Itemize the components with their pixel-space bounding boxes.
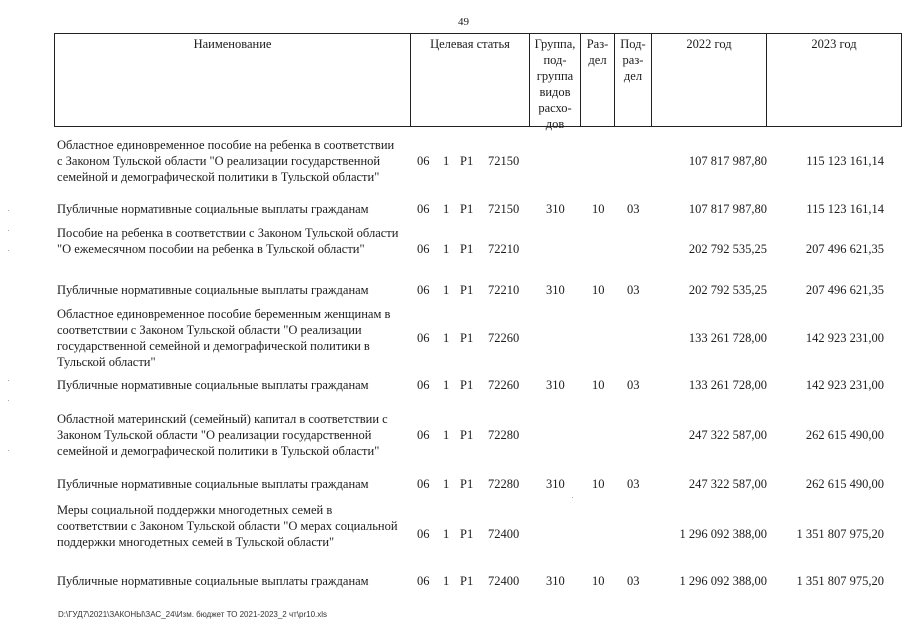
header-name: Наименование [193, 37, 272, 51]
amount-2022: 1 296 092 388,00 [679, 527, 767, 541]
code-direction: 72260 [488, 331, 520, 345]
amount-2022: 247 322 587,00 [688, 477, 767, 491]
code-direction: 72280 [488, 428, 520, 442]
code-program: 06 [417, 202, 430, 216]
header-subsection [615, 36, 651, 84]
section: 10 [592, 477, 605, 491]
amount-2023: 142 923 231,00 [805, 378, 884, 392]
expense-group: 310 [546, 477, 565, 491]
code-subprogram: 1 [443, 202, 450, 216]
code-subprogram: 1 [443, 378, 450, 392]
expense-group: 310 [546, 378, 565, 392]
header-year-2022: 2022 год [686, 37, 732, 51]
header-section-line: Раз- [586, 37, 609, 51]
scan-speck [8, 250, 9, 251]
header-expense-group [530, 36, 580, 132]
row-name: Областной материнский (семейный) капитал в соответствии с Законом Тульской области "О реализации государственной семейной и демографической политики в Тульской области" [57, 412, 388, 458]
amount-2023: 207 496 621,35 [805, 283, 884, 297]
row-name: Публичные нормативные социальные выплаты гражданам [57, 574, 369, 588]
code-program: 06 [417, 527, 430, 541]
header-group-line: видов [539, 85, 571, 99]
amount-2022: 107 817 987,80 [688, 154, 767, 168]
code-subprogram: 1 [443, 428, 450, 442]
code-direction: 72400 [488, 527, 520, 541]
code-project: Р1 [460, 378, 474, 392]
code-program: 06 [417, 378, 430, 392]
code-direction: 72210 [488, 242, 520, 256]
scan-speck [572, 497, 573, 498]
amount-2023: 142 923 231,00 [805, 331, 884, 345]
code-project: Р1 [460, 477, 474, 491]
code-subprogram: 1 [443, 574, 450, 588]
amount-2022: 1 296 092 388,00 [679, 574, 767, 588]
code-project: Р1 [460, 154, 474, 168]
code-direction: 72280 [488, 477, 520, 491]
row-name: Публичные нормативные социальные выплаты гражданам [57, 477, 369, 491]
header-target-article: Целевая статья [430, 37, 510, 51]
row-name: Публичные нормативные социальные выплаты гражданам [57, 202, 369, 216]
code-program: 06 [417, 154, 430, 168]
subsection: 03 [627, 202, 640, 216]
scan-speck [8, 210, 9, 211]
scan-speck [8, 450, 9, 451]
amount-2022: 133 261 728,00 [688, 331, 767, 345]
amount-2022: 107 817 987,80 [688, 202, 767, 216]
scan-speck [8, 380, 9, 381]
code-subprogram: 1 [443, 477, 450, 491]
code-subprogram: 1 [443, 242, 450, 256]
code-direction: 72260 [488, 378, 520, 392]
file-path-footer: D:\ГУД7\2021\ЗАКОНЫ\ЗАС_24\Изм. бюджет ТО 2021-2023_2 чт\pr10.xls [58, 610, 328, 619]
code-project: Р1 [460, 331, 474, 345]
expense-group: 310 [546, 202, 565, 216]
header-top-border [54, 33, 902, 34]
section: 10 [592, 202, 605, 216]
amount-2022: 133 261 728,00 [688, 378, 767, 392]
amount-2023: 1 351 807 975,20 [796, 527, 884, 541]
code-project: Р1 [460, 428, 474, 442]
row-name: Публичные нормативные социальные выплаты гражданам [57, 283, 369, 297]
row-name: Областное единовременное пособие на ребенка в соответствии с Законом Тульской области "О реализации государственной семейной и демографической политики в Тульской области" [57, 138, 395, 184]
code-direction: 72150 [488, 202, 520, 216]
code-project: Р1 [460, 283, 474, 297]
row-name: Пособие на ребенка в соответствии с Законом Тульской области "О ежемесячном пособии на ребенка в Тульской области" [57, 226, 399, 256]
code-program: 06 [417, 242, 430, 256]
code-program: 06 [417, 428, 430, 442]
amount-2022: 202 792 535,25 [688, 242, 767, 256]
amount-2023: 262 615 490,00 [805, 428, 884, 442]
amount-2023: 262 615 490,00 [805, 477, 884, 491]
scan-speck [8, 230, 9, 231]
amount-2023: 207 496 621,35 [805, 242, 884, 256]
code-project: Р1 [460, 527, 474, 541]
amount-2022: 247 322 587,00 [688, 428, 767, 442]
section: 10 [592, 378, 605, 392]
code-program: 06 [417, 477, 430, 491]
subsection: 03 [627, 283, 640, 297]
code-subprogram: 1 [443, 283, 450, 297]
code-subprogram: 1 [443, 154, 450, 168]
header-group-line: дов [545, 117, 565, 131]
expense-group: 310 [546, 283, 565, 297]
code-direction: 72400 [488, 574, 520, 588]
code-program: 06 [417, 283, 430, 297]
scan-speck [8, 400, 9, 401]
code-subprogram: 1 [443, 331, 450, 345]
subsection: 03 [627, 574, 640, 588]
header-year-2023: 2023 год [811, 37, 857, 51]
header-group-line: под- [543, 53, 567, 67]
expense-group: 310 [546, 574, 565, 588]
subsection: 03 [627, 477, 640, 491]
code-direction: 72210 [488, 283, 520, 297]
code-program: 06 [417, 331, 430, 345]
amount-2023: 115 123 161,14 [806, 202, 884, 216]
row-name: Меры социальной поддержки многодетных семей в соответствии с Законом Тульской области "О мерах социальной поддержки многодетных семей в Тульской области" [57, 503, 398, 549]
amount-2023: 115 123 161,14 [806, 154, 884, 168]
header-bottom-border [54, 126, 902, 127]
amount-2023: 1 351 807 975,20 [796, 574, 884, 588]
page-number: 49 [458, 16, 469, 28]
header-subsection-line: раз- [622, 53, 644, 67]
header-group-line: группа [536, 69, 574, 83]
code-project: Р1 [460, 242, 474, 256]
code-program: 06 [417, 574, 430, 588]
row-name: Публичные нормативные социальные выплаты гражданам [57, 378, 369, 392]
code-project: Р1 [460, 574, 474, 588]
code-subprogram: 1 [443, 527, 450, 541]
header-section-line: дел [588, 53, 607, 67]
code-direction: 72150 [488, 154, 520, 168]
header-group-line: Группа, [534, 37, 576, 51]
section: 10 [592, 283, 605, 297]
row-name: Областное единовременное пособие беременным женщинам в соответствии с Законом Тульской области "О реализации государственной семейной и демографической политики в Тульской области" [57, 307, 391, 369]
header-group-line: расхо- [538, 101, 572, 115]
section: 10 [592, 574, 605, 588]
code-project: Р1 [460, 202, 474, 216]
header-subsection-line: Под- [620, 37, 646, 51]
amount-2022: 202 792 535,25 [688, 283, 767, 297]
subsection: 03 [627, 378, 640, 392]
col-border [901, 33, 902, 127]
header-section [581, 36, 614, 68]
header-subsection-line: дел [623, 69, 643, 83]
